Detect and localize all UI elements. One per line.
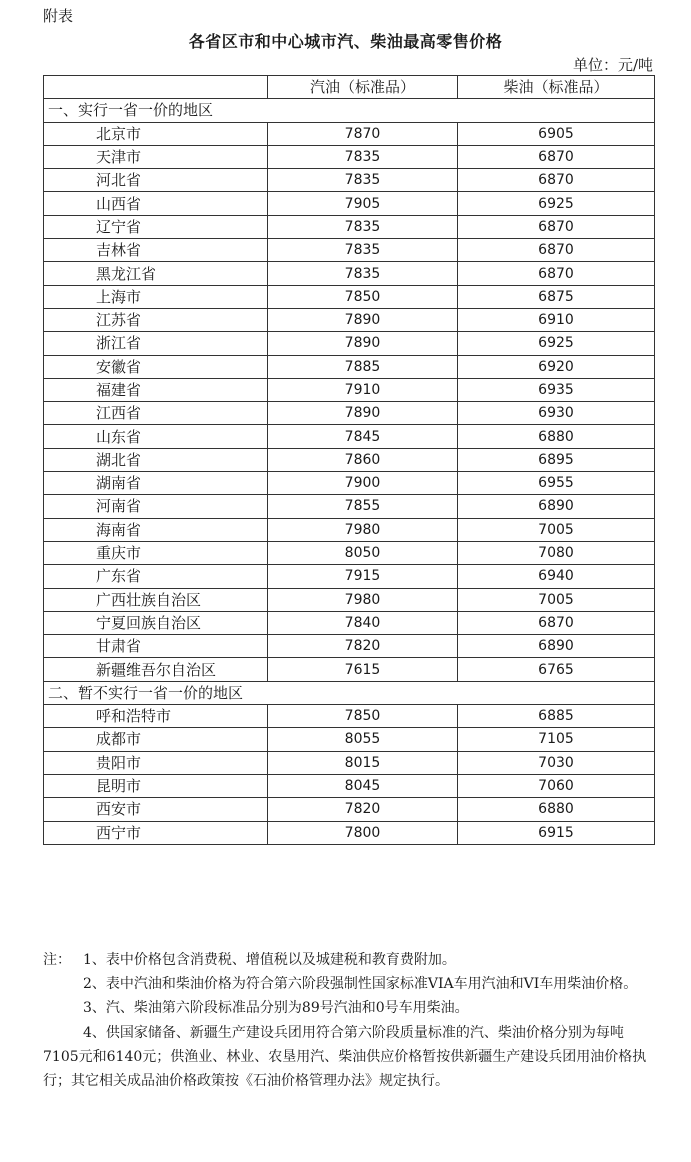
gasoline-price-cell: 7820 (268, 798, 458, 821)
gasoline-price-cell: 7890 (268, 332, 458, 355)
diesel-price-cell: 6880 (458, 425, 655, 448)
gasoline-price-cell: 8045 (268, 774, 458, 797)
table-row (44, 541, 655, 564)
region-cell: 湖南省 (44, 472, 268, 495)
diesel-price-cell: 7005 (458, 518, 655, 541)
gasoline-price-cell: 8055 (268, 728, 458, 751)
diesel-price-cell: 6930 (458, 402, 655, 425)
diesel-price-cell: 6870 (458, 239, 655, 262)
gasoline-price-cell: 8015 (268, 751, 458, 774)
unit-label: 单位：元/吨 (572, 56, 653, 74)
section-row (44, 99, 655, 122)
diesel-price-cell: 6885 (458, 705, 655, 728)
note-text: 1、表中价格包含消费税、增值税以及城建税和教育费附加。 (83, 952, 456, 968)
table-body (44, 99, 655, 845)
gasoline-price-cell: 7835 (268, 262, 458, 285)
header-region (44, 76, 268, 99)
diesel-price-cell: 6870 (458, 611, 655, 634)
diesel-price-cell: 6925 (458, 192, 655, 215)
gasoline-price-cell: 7845 (268, 425, 458, 448)
region-cell: 吉林省 (44, 239, 268, 262)
gasoline-price-cell: 8050 (268, 541, 458, 564)
region-cell: 海南省 (44, 518, 268, 541)
table-row (44, 565, 655, 588)
diesel-price-cell: 6870 (458, 169, 655, 192)
note-item: 2、表中汽油和柴油价格为符合第六阶段强制性国家标准VIA车用汽油和VI车用柴油价格。 (83, 976, 638, 993)
table-row (44, 262, 655, 285)
region-cell: 昆明市 (44, 774, 268, 797)
table-row (44, 472, 655, 495)
fuel-price-table (43, 75, 655, 845)
region-cell: 湖北省 (44, 448, 268, 471)
region-cell: 山东省 (44, 425, 268, 448)
region-cell: 宁夏回族自治区 (44, 611, 268, 634)
section-row (44, 681, 655, 704)
region-cell: 河北省 (44, 169, 268, 192)
table-row (44, 495, 655, 518)
diesel-price-cell: 7080 (458, 541, 655, 564)
table-row (44, 658, 655, 681)
gasoline-price-cell: 7835 (268, 169, 458, 192)
gasoline-price-cell: 7850 (268, 285, 458, 308)
note-item: 4、供国家储备、新疆生产建设兵团用符合第六阶段质量标准的汽、柴油价格分别为每吨7105元和6140元；供渔业、林业、农垦用汽、柴油供应价格暂按供新疆生产建设兵团用油价格执行；其它相关成品油价格政策按《石油价格管理办法》规定执行。 (43, 1024, 647, 1090)
region-cell: 重庆市 (44, 541, 268, 564)
diesel-price-cell: 6880 (458, 798, 655, 821)
region-cell: 浙江省 (44, 332, 268, 355)
table-row (44, 285, 655, 308)
region-cell: 上海市 (44, 285, 268, 308)
gasoline-price-cell: 7885 (268, 355, 458, 378)
region-cell: 天津市 (44, 145, 268, 168)
gasoline-price-cell: 7980 (268, 588, 458, 611)
region-cell: 广西壮族自治区 (44, 588, 268, 611)
gasoline-price-cell: 7860 (268, 448, 458, 471)
table-row (44, 728, 655, 751)
diesel-price-cell: 6910 (458, 308, 655, 331)
diesel-price-cell: 6890 (458, 635, 655, 658)
region-cell: 成都市 (44, 728, 268, 751)
table-row (44, 332, 655, 355)
diesel-price-cell: 6870 (458, 145, 655, 168)
diesel-price-cell: 6940 (458, 565, 655, 588)
table-row (44, 705, 655, 728)
gasoline-price-cell: 7900 (268, 472, 458, 495)
header-diesel: 柴油（标准品） (458, 76, 655, 99)
gasoline-price-cell: 7915 (268, 565, 458, 588)
diesel-price-cell: 6890 (458, 495, 655, 518)
table-row (44, 239, 655, 262)
region-cell: 西宁市 (44, 821, 268, 844)
region-cell: 新疆维吾尔自治区 (44, 658, 268, 681)
table-row (44, 518, 655, 541)
table-row (44, 192, 655, 215)
table-row (44, 355, 655, 378)
table-row (44, 425, 655, 448)
gasoline-price-cell: 7835 (268, 239, 458, 262)
gasoline-price-cell: 7820 (268, 635, 458, 658)
region-cell: 河南省 (44, 495, 268, 518)
diesel-price-cell: 7030 (458, 751, 655, 774)
table-row (44, 751, 655, 774)
region-cell: 山西省 (44, 192, 268, 215)
page-title: 各省区市和中心城市汽、柴油最高零售价格 (188, 32, 503, 51)
gasoline-price-cell: 7615 (268, 658, 458, 681)
gasoline-price-cell: 7890 (268, 402, 458, 425)
diesel-price-cell: 6875 (458, 285, 655, 308)
note-item (43, 948, 655, 972)
table-header-row (44, 76, 655, 99)
diesel-price-cell: 6925 (458, 332, 655, 355)
diesel-price-cell: 6895 (458, 448, 655, 471)
region-cell: 辽宁省 (44, 215, 268, 238)
table-row (44, 145, 655, 168)
section-label: 二、暂不实行一省一价的地区 (44, 681, 655, 704)
region-cell: 广东省 (44, 565, 268, 588)
region-cell: 呼和浩特市 (44, 705, 268, 728)
table-row (44, 169, 655, 192)
region-cell: 贵阳市 (44, 751, 268, 774)
table-row (44, 611, 655, 634)
table-row (44, 821, 655, 844)
gasoline-price-cell: 7800 (268, 821, 458, 844)
region-cell: 福建省 (44, 378, 268, 401)
diesel-price-cell: 7005 (458, 588, 655, 611)
region-cell: 安徽省 (44, 355, 268, 378)
table-row (44, 798, 655, 821)
gasoline-price-cell: 7850 (268, 705, 458, 728)
table-row (44, 588, 655, 611)
gasoline-price-cell: 7905 (268, 192, 458, 215)
table-row (44, 402, 655, 425)
table-row (44, 122, 655, 145)
region-cell: 甘肃省 (44, 635, 268, 658)
diesel-price-cell: 6905 (458, 122, 655, 145)
diesel-price-cell: 6915 (458, 821, 655, 844)
table-row (44, 774, 655, 797)
table-row (44, 308, 655, 331)
diesel-price-cell: 6765 (458, 658, 655, 681)
diesel-price-cell: 6955 (458, 472, 655, 495)
diesel-price-cell: 6870 (458, 215, 655, 238)
table-row (44, 215, 655, 238)
notes-label: 注： (43, 952, 71, 968)
gasoline-price-cell: 7855 (268, 495, 458, 518)
region-cell: 西安市 (44, 798, 268, 821)
gasoline-price-cell: 7840 (268, 611, 458, 634)
diesel-price-cell: 6920 (458, 355, 655, 378)
region-cell: 江西省 (44, 402, 268, 425)
region-cell: 北京市 (44, 122, 268, 145)
table-row (44, 448, 655, 471)
diesel-price-cell: 7060 (458, 774, 655, 797)
table-row (44, 635, 655, 658)
section-label: 一、实行一省一价的地区 (44, 99, 655, 122)
header-gasoline: 汽油（标准品） (268, 76, 458, 99)
gasoline-price-cell: 7835 (268, 215, 458, 238)
notes (43, 948, 655, 1093)
note-item: 3、汽、柴油第六阶段标准品分别为89号汽油和0号车用柴油。 (83, 1000, 469, 1017)
region-cell: 黑龙江省 (44, 262, 268, 285)
gasoline-price-cell: 7910 (268, 378, 458, 401)
table-row (44, 378, 655, 401)
gasoline-price-cell: 7890 (268, 308, 458, 331)
appendix-label: 附表 (43, 7, 74, 25)
diesel-price-cell: 6935 (458, 378, 655, 401)
diesel-price-cell: 7105 (458, 728, 655, 751)
diesel-price-cell: 6870 (458, 262, 655, 285)
gasoline-price-cell: 7870 (268, 122, 458, 145)
gasoline-price-cell: 7835 (268, 145, 458, 168)
gasoline-price-cell: 7980 (268, 518, 458, 541)
region-cell: 江苏省 (44, 308, 268, 331)
